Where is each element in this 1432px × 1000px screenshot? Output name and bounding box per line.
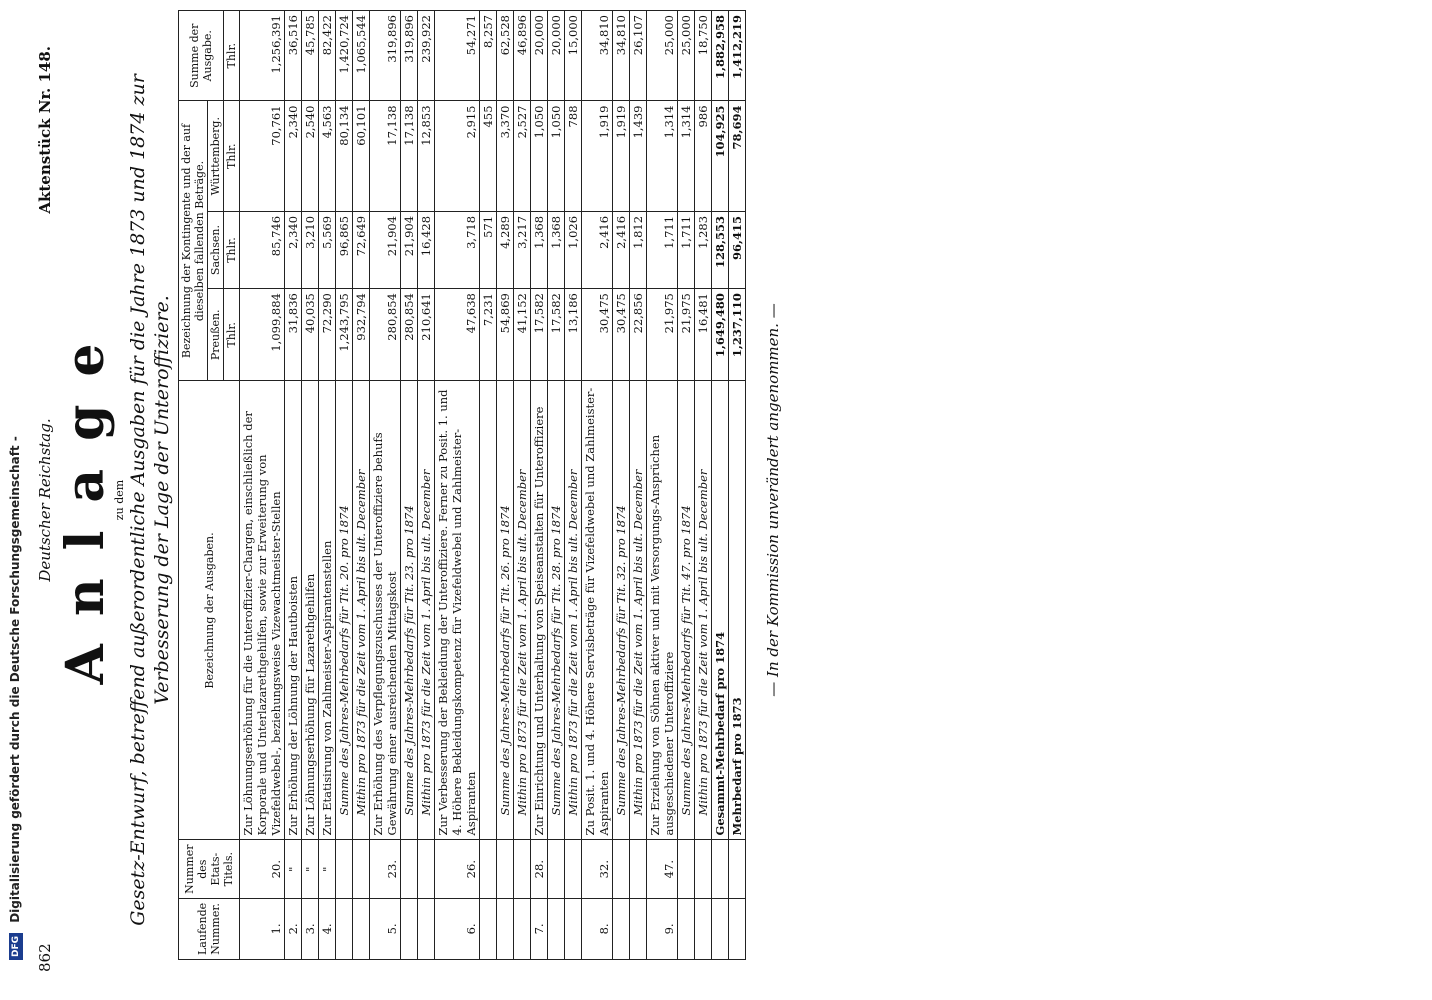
- table-row: [497, 11, 514, 960]
- cell-wuerttemberg: 2,527: [514, 101, 531, 211]
- cell-laufende-nummer: 2.: [285, 898, 302, 959]
- page-number: 862: [36, 943, 54, 972]
- cell-preussen: 21,975: [678, 289, 695, 381]
- cell-sachsen: 96,865: [336, 211, 353, 288]
- cell-laufende-nummer: 8.: [582, 898, 613, 959]
- cell-titel-nummer: [353, 840, 370, 898]
- cell-summe: 18,750: [695, 11, 712, 101]
- cell-preussen: 16,481: [695, 289, 712, 381]
- cell-wuerttemberg: 78,694: [729, 101, 746, 211]
- cell-laufende-nummer: [418, 898, 435, 959]
- cell-preussen: 30,475: [582, 289, 613, 381]
- cell-wuerttemberg: 2,915: [435, 101, 480, 211]
- cell-sachsen: 2,340: [285, 211, 302, 288]
- cell-titel-nummer: [565, 840, 582, 898]
- cell-titel-nummer: [514, 840, 531, 898]
- cell-sachsen: 3,217: [514, 211, 531, 288]
- cell-sachsen: 5,569: [319, 211, 336, 288]
- cell-bezeichnung: Mithin pro 1873 für die Zeit vom 1. April bis ult. December: [630, 381, 647, 840]
- table-row: [531, 11, 548, 960]
- cell-wuerttemberg: 1,050: [531, 101, 548, 211]
- cell-titel-nummer: 26.: [435, 840, 480, 898]
- subtitle-line-2: Verbesserung der Lage der Unteroffiziere.: [151, 295, 173, 705]
- cell-preussen: 1,243,795: [336, 289, 353, 381]
- cell-wuerttemberg: 1,919: [613, 101, 630, 211]
- cell-sachsen: 3,210: [302, 211, 319, 288]
- cell-bezeichnung: Zur Löhnungserhöhung für Lazarethgehilfen: [302, 381, 319, 840]
- cell-titel-nummer: ": [285, 840, 302, 898]
- cell-wuerttemberg: 2,340: [285, 101, 302, 211]
- cell-summe: 319,896: [370, 11, 401, 101]
- cell-laufende-nummer: [630, 898, 647, 959]
- table-row: [480, 11, 497, 960]
- cell-bezeichnung: Summe des Jahres-Mehrbedarfs für Tit. 28. pro 1874: [548, 381, 565, 840]
- cell-summe: 46,896: [514, 11, 531, 101]
- cell-preussen: 17,582: [531, 289, 548, 381]
- cell-sachsen: 128,553: [712, 211, 729, 288]
- cell-summe: 36,516: [285, 11, 302, 101]
- cell-laufende-nummer: [480, 898, 497, 959]
- cell-summe: 54,271: [435, 11, 480, 101]
- cell-laufende-nummer: [678, 898, 695, 959]
- table-row: [418, 11, 435, 960]
- cell-laufende-nummer: [712, 898, 729, 959]
- cell-preussen: 41,152: [514, 289, 531, 381]
- col-sachsen: Sachsen.: [208, 211, 224, 288]
- cell-preussen: 72,290: [319, 289, 336, 381]
- cell-preussen: 22,856: [630, 289, 647, 381]
- cell-summe: 34,810: [582, 11, 613, 101]
- cell-bezeichnung: Summe des Jahres-Mehrbedarfs für Tit. 23. pro 1874: [401, 381, 418, 840]
- unit-wuerttemberg: Thlr.: [224, 101, 240, 211]
- cell-bezeichnung: Summe des Jahres-Mehrbedarfs für Tit. 20. pro 1874: [336, 381, 353, 840]
- cell-summe: 20,000: [548, 11, 565, 101]
- cell-sachsen: 571: [480, 211, 497, 288]
- cell-wuerttemberg: 455: [480, 101, 497, 211]
- cell-wuerttemberg: 2,540: [302, 101, 319, 211]
- cell-bezeichnung: Mithin pro 1873 für die Zeit vom 1. April bis ult. December: [695, 381, 712, 840]
- cell-bezeichnung: Zur Löhnungserhöhung für die Unteroffizier-Chargen, einschließlich der Korporale und Unterlazarethgehilfen, sowie zur Erweiterung von Vizefeldwebel-, beziehungsweise Vizewachtmeister-Stellen: [240, 381, 285, 840]
- col-titel-nummer: Nummer des Etats-Titels.: [179, 840, 240, 898]
- cell-wuerttemberg: 1,439: [630, 101, 647, 211]
- unit-sachsen: Thlr.: [224, 211, 240, 288]
- table-row: [319, 11, 336, 960]
- cell-titel-nummer: [695, 840, 712, 898]
- cell-preussen: 1,649,480: [712, 289, 729, 381]
- cell-wuerttemberg: 1,314: [647, 101, 678, 211]
- cell-titel-nummer: [613, 840, 630, 898]
- cell-wuerttemberg: 1,050: [548, 101, 565, 211]
- cell-wuerttemberg: 17,138: [370, 101, 401, 211]
- cell-titel-nummer: [548, 840, 565, 898]
- cell-bezeichnung: Mehrbedarf pro 1873: [729, 381, 746, 840]
- cell-bezeichnung: Mithin pro 1873 für die Zeit vom 1. April bis ult. December: [565, 381, 582, 840]
- cell-titel-nummer: 47.: [647, 840, 678, 898]
- cell-wuerttemberg: 70,761: [240, 101, 285, 211]
- table-body: [240, 11, 746, 960]
- cell-bezeichnung: Gesammt-Mehrbedarf pro 1874: [712, 381, 729, 840]
- col-laufende-nummer: Laufende Nummer.: [179, 898, 240, 959]
- table-row: [582, 11, 613, 960]
- cell-preussen: 210,641: [418, 289, 435, 381]
- cell-titel-nummer: [401, 840, 418, 898]
- cell-sachsen: 72,649: [353, 211, 370, 288]
- cell-summe: 45,785: [302, 11, 319, 101]
- cell-bezeichnung: Zur Erhöhung der Löhnung der Hautboisten: [285, 381, 302, 840]
- cell-sachsen: 16,428: [418, 211, 435, 288]
- table-row: [565, 11, 582, 960]
- cell-preussen: 280,854: [370, 289, 401, 381]
- cell-laufende-nummer: [401, 898, 418, 959]
- cell-summe: 25,000: [678, 11, 695, 101]
- cell-bezeichnung: Zur Etatisirung von Zahlmeister-Aspirantenstellen: [319, 381, 336, 840]
- cell-titel-nummer: 28.: [531, 840, 548, 898]
- cell-sachsen: 1,368: [531, 211, 548, 288]
- cell-bezeichnung: Summe des Jahres-Mehrbedarfs für Tit. 47. pro 1874: [678, 381, 695, 840]
- cell-wuerttemberg: 788: [565, 101, 582, 211]
- cell-bezeichnung: Mithin pro 1873 für die Zeit vom 1. April bis ult. December: [514, 381, 531, 840]
- cell-wuerttemberg: 104,925: [712, 101, 729, 211]
- table-row: [401, 11, 418, 960]
- table-row: [336, 11, 353, 960]
- cell-summe: 8,257: [480, 11, 497, 101]
- cell-preussen: 1,099,884: [240, 289, 285, 381]
- cell-titel-nummer: 20.: [240, 840, 285, 898]
- cell-sachsen: 85,746: [240, 211, 285, 288]
- dfg-logo: DFG: [9, 933, 23, 960]
- cell-titel-nummer: [729, 840, 746, 898]
- page-title: Anlage: [55, 315, 116, 685]
- cell-wuerttemberg: 4,563: [319, 101, 336, 211]
- cell-preussen: 40,035: [302, 289, 319, 381]
- cell-bezeichnung: [480, 381, 497, 840]
- cell-laufende-nummer: [514, 898, 531, 959]
- cell-sachsen: 1,812: [630, 211, 647, 288]
- col-group-kontingente: Bezeichnung der Kontingente und der auf dieselben fallenden Beträge.: [179, 101, 208, 381]
- col-summe: Summe der Ausgabe.: [179, 11, 224, 101]
- unit-summe: Thlr.: [224, 11, 240, 101]
- cell-wuerttemberg: 986: [695, 101, 712, 211]
- cell-wuerttemberg: 1,919: [582, 101, 613, 211]
- cell-summe: 25,000: [647, 11, 678, 101]
- table-row: [548, 11, 565, 960]
- unit-preussen: Thlr.: [224, 289, 240, 381]
- table-row: [514, 11, 531, 960]
- cell-laufende-nummer: 7.: [531, 898, 548, 959]
- cell-laufende-nummer: [613, 898, 630, 959]
- cell-laufende-nummer: 9.: [647, 898, 678, 959]
- cell-preussen: 932,794: [353, 289, 370, 381]
- cell-summe: 82,422: [319, 11, 336, 101]
- table-row: [695, 11, 712, 960]
- expenditure-table: [178, 10, 746, 960]
- cell-bezeichnung: Zur Erziehung von Söhnen aktiver und mit Versorgungs-Ansprüchen ausgeschiedener Unteroffiziere: [647, 381, 678, 840]
- zu-dem: zu dem: [113, 479, 126, 521]
- cell-bezeichnung: Zur Verbesserung der Bekleidung der Unteroffiziere. Ferner zu Posit. 1. und 4. Höhere Bekleidungskompetenz für Vizefeldwebel und Zahlmeister-Aspiranten: [435, 381, 480, 840]
- cell-sachsen: 2,416: [582, 211, 613, 288]
- cell-sachsen: 1,711: [678, 211, 695, 288]
- col-preussen: Preußen.: [208, 289, 224, 381]
- cell-bezeichnung: Zu Posit. 1. und 4. Höhere Servisbeträge für Vizefeldwebel und Zahlmeister-Aspiranten: [582, 381, 613, 840]
- cell-titel-nummer: [418, 840, 435, 898]
- cell-laufende-nummer: [565, 898, 582, 959]
- cell-summe: 319,896: [401, 11, 418, 101]
- cell-titel-nummer: 32.: [582, 840, 613, 898]
- table-row: [370, 11, 401, 960]
- table-row: [712, 11, 729, 960]
- cell-titel-nummer: [336, 840, 353, 898]
- cell-titel-nummer: [678, 840, 695, 898]
- cell-sachsen: 21,904: [401, 211, 418, 288]
- table-row: [729, 11, 746, 960]
- cell-preussen: 13,186: [565, 289, 582, 381]
- table-row: [630, 11, 647, 960]
- cell-preussen: 31,836: [285, 289, 302, 381]
- cell-summe: 1,882,958: [712, 11, 729, 101]
- table-row: [435, 11, 480, 960]
- cell-laufende-nummer: [353, 898, 370, 959]
- cell-bezeichnung: Summe des Jahres-Mehrbedarfs für Tit. 26. pro 1874: [497, 381, 514, 840]
- cell-summe: 1,420,724: [336, 11, 353, 101]
- col-wuerttemberg: Württemberg.: [208, 101, 224, 211]
- cell-sachsen: 1,711: [647, 211, 678, 288]
- cell-summe: 62,528: [497, 11, 514, 101]
- cell-titel-nummer: [497, 840, 514, 898]
- table-row: [302, 11, 319, 960]
- cell-preussen: 47,638: [435, 289, 480, 381]
- cell-summe: 239,922: [418, 11, 435, 101]
- cell-sachsen: 2,416: [613, 211, 630, 288]
- cell-summe: 34,810: [613, 11, 630, 101]
- cell-bezeichnung: Mithin pro 1873 für die Zeit vom 1. April bis ult. December: [418, 381, 435, 840]
- cell-sachsen: 1,283: [695, 211, 712, 288]
- cell-wuerttemberg: 3,370: [497, 101, 514, 211]
- cell-preussen: 54,869: [497, 289, 514, 381]
- cell-laufende-nummer: [497, 898, 514, 959]
- cell-laufende-nummer: 1.: [240, 898, 285, 959]
- cell-summe: 1,256,391: [240, 11, 285, 101]
- cell-laufende-nummer: 5.: [370, 898, 401, 959]
- cell-laufende-nummer: [729, 898, 746, 959]
- table-row: [647, 11, 678, 960]
- cell-laufende-nummer: 4.: [319, 898, 336, 959]
- cell-laufende-nummer: [336, 898, 353, 959]
- cell-sachsen: 1,026: [565, 211, 582, 288]
- journal-title: Deutscher Reichstag.: [36, 418, 54, 582]
- document-ref: Aktenstück Nr. 148.: [36, 46, 54, 214]
- cell-sachsen: 1,368: [548, 211, 565, 288]
- cell-summe: 26,107: [630, 11, 647, 101]
- cell-wuerttemberg: 1,314: [678, 101, 695, 211]
- cell-laufende-nummer: 6.: [435, 898, 480, 959]
- cell-sachsen: 96,415: [729, 211, 746, 288]
- cell-preussen: 1,237,110: [729, 289, 746, 381]
- digitization-sidebar: [0, 0, 30, 1000]
- table-row: [613, 11, 630, 960]
- cell-preussen: 17,582: [548, 289, 565, 381]
- col-bezeichnung: Bezeichnung der Ausgaben.: [179, 381, 240, 840]
- cell-summe: 20,000: [531, 11, 548, 101]
- cell-titel-nummer: ": [302, 840, 319, 898]
- table-row: [353, 11, 370, 960]
- cell-sachsen: 21,904: [370, 211, 401, 288]
- cell-summe: 1,412,219: [729, 11, 746, 101]
- subtitle-line-1: Gesetz-Entwurf, betreffend außerordentliche Ausgaben für die Jahre 1873 und 1874 zur: [127, 74, 149, 926]
- digitization-note: Digitalisierung gefördert durch die Deutsche Forschungsgemeinschaft -: [8, 436, 22, 923]
- cell-titel-nummer: ": [319, 840, 336, 898]
- cell-titel-nummer: [480, 840, 497, 898]
- cell-bezeichnung: Zur Erhöhung des Verpflegungszuschusses der Unteroffiziere behufs Gewährung einer ausreichenden Mittagskost: [370, 381, 401, 840]
- cell-preussen: 280,854: [401, 289, 418, 381]
- table-row: [240, 11, 285, 960]
- table-row: [285, 11, 302, 960]
- table-row: [678, 11, 695, 960]
- cell-sachsen: 3,718: [435, 211, 480, 288]
- cell-wuerttemberg: 60,101: [353, 101, 370, 211]
- cell-sachsen: 4,289: [497, 211, 514, 288]
- cell-wuerttemberg: 80,134: [336, 101, 353, 211]
- cell-laufende-nummer: 3.: [302, 898, 319, 959]
- cell-bezeichnung: Mithin pro 1873 für die Zeit vom 1. April bis ult. December: [353, 381, 370, 840]
- cell-titel-nummer: 23.: [370, 840, 401, 898]
- cell-summe: 15,000: [565, 11, 582, 101]
- cell-preussen: 21,975: [647, 289, 678, 381]
- cell-laufende-nummer: [548, 898, 565, 959]
- cell-wuerttemberg: 12,853: [418, 101, 435, 211]
- cell-wuerttemberg: 17,138: [401, 101, 418, 211]
- cell-bezeichnung: Zur Einrichtung und Unterhaltung von Speiseanstalten für Unteroffiziere: [531, 381, 548, 840]
- cell-preussen: 30,475: [613, 289, 630, 381]
- footer-note: — In der Kommission unverändert angenommen. —: [764, 303, 782, 697]
- title-block: [55, 60, 188, 940]
- cell-titel-nummer: [712, 840, 729, 898]
- cell-bezeichnung: Summe des Jahres-Mehrbedarfs für Tit. 32. pro 1874: [613, 381, 630, 840]
- cell-titel-nummer: [630, 840, 647, 898]
- cell-summe: 1,065,544: [353, 11, 370, 101]
- cell-laufende-nummer: [695, 898, 712, 959]
- cell-preussen: 7,231: [480, 289, 497, 381]
